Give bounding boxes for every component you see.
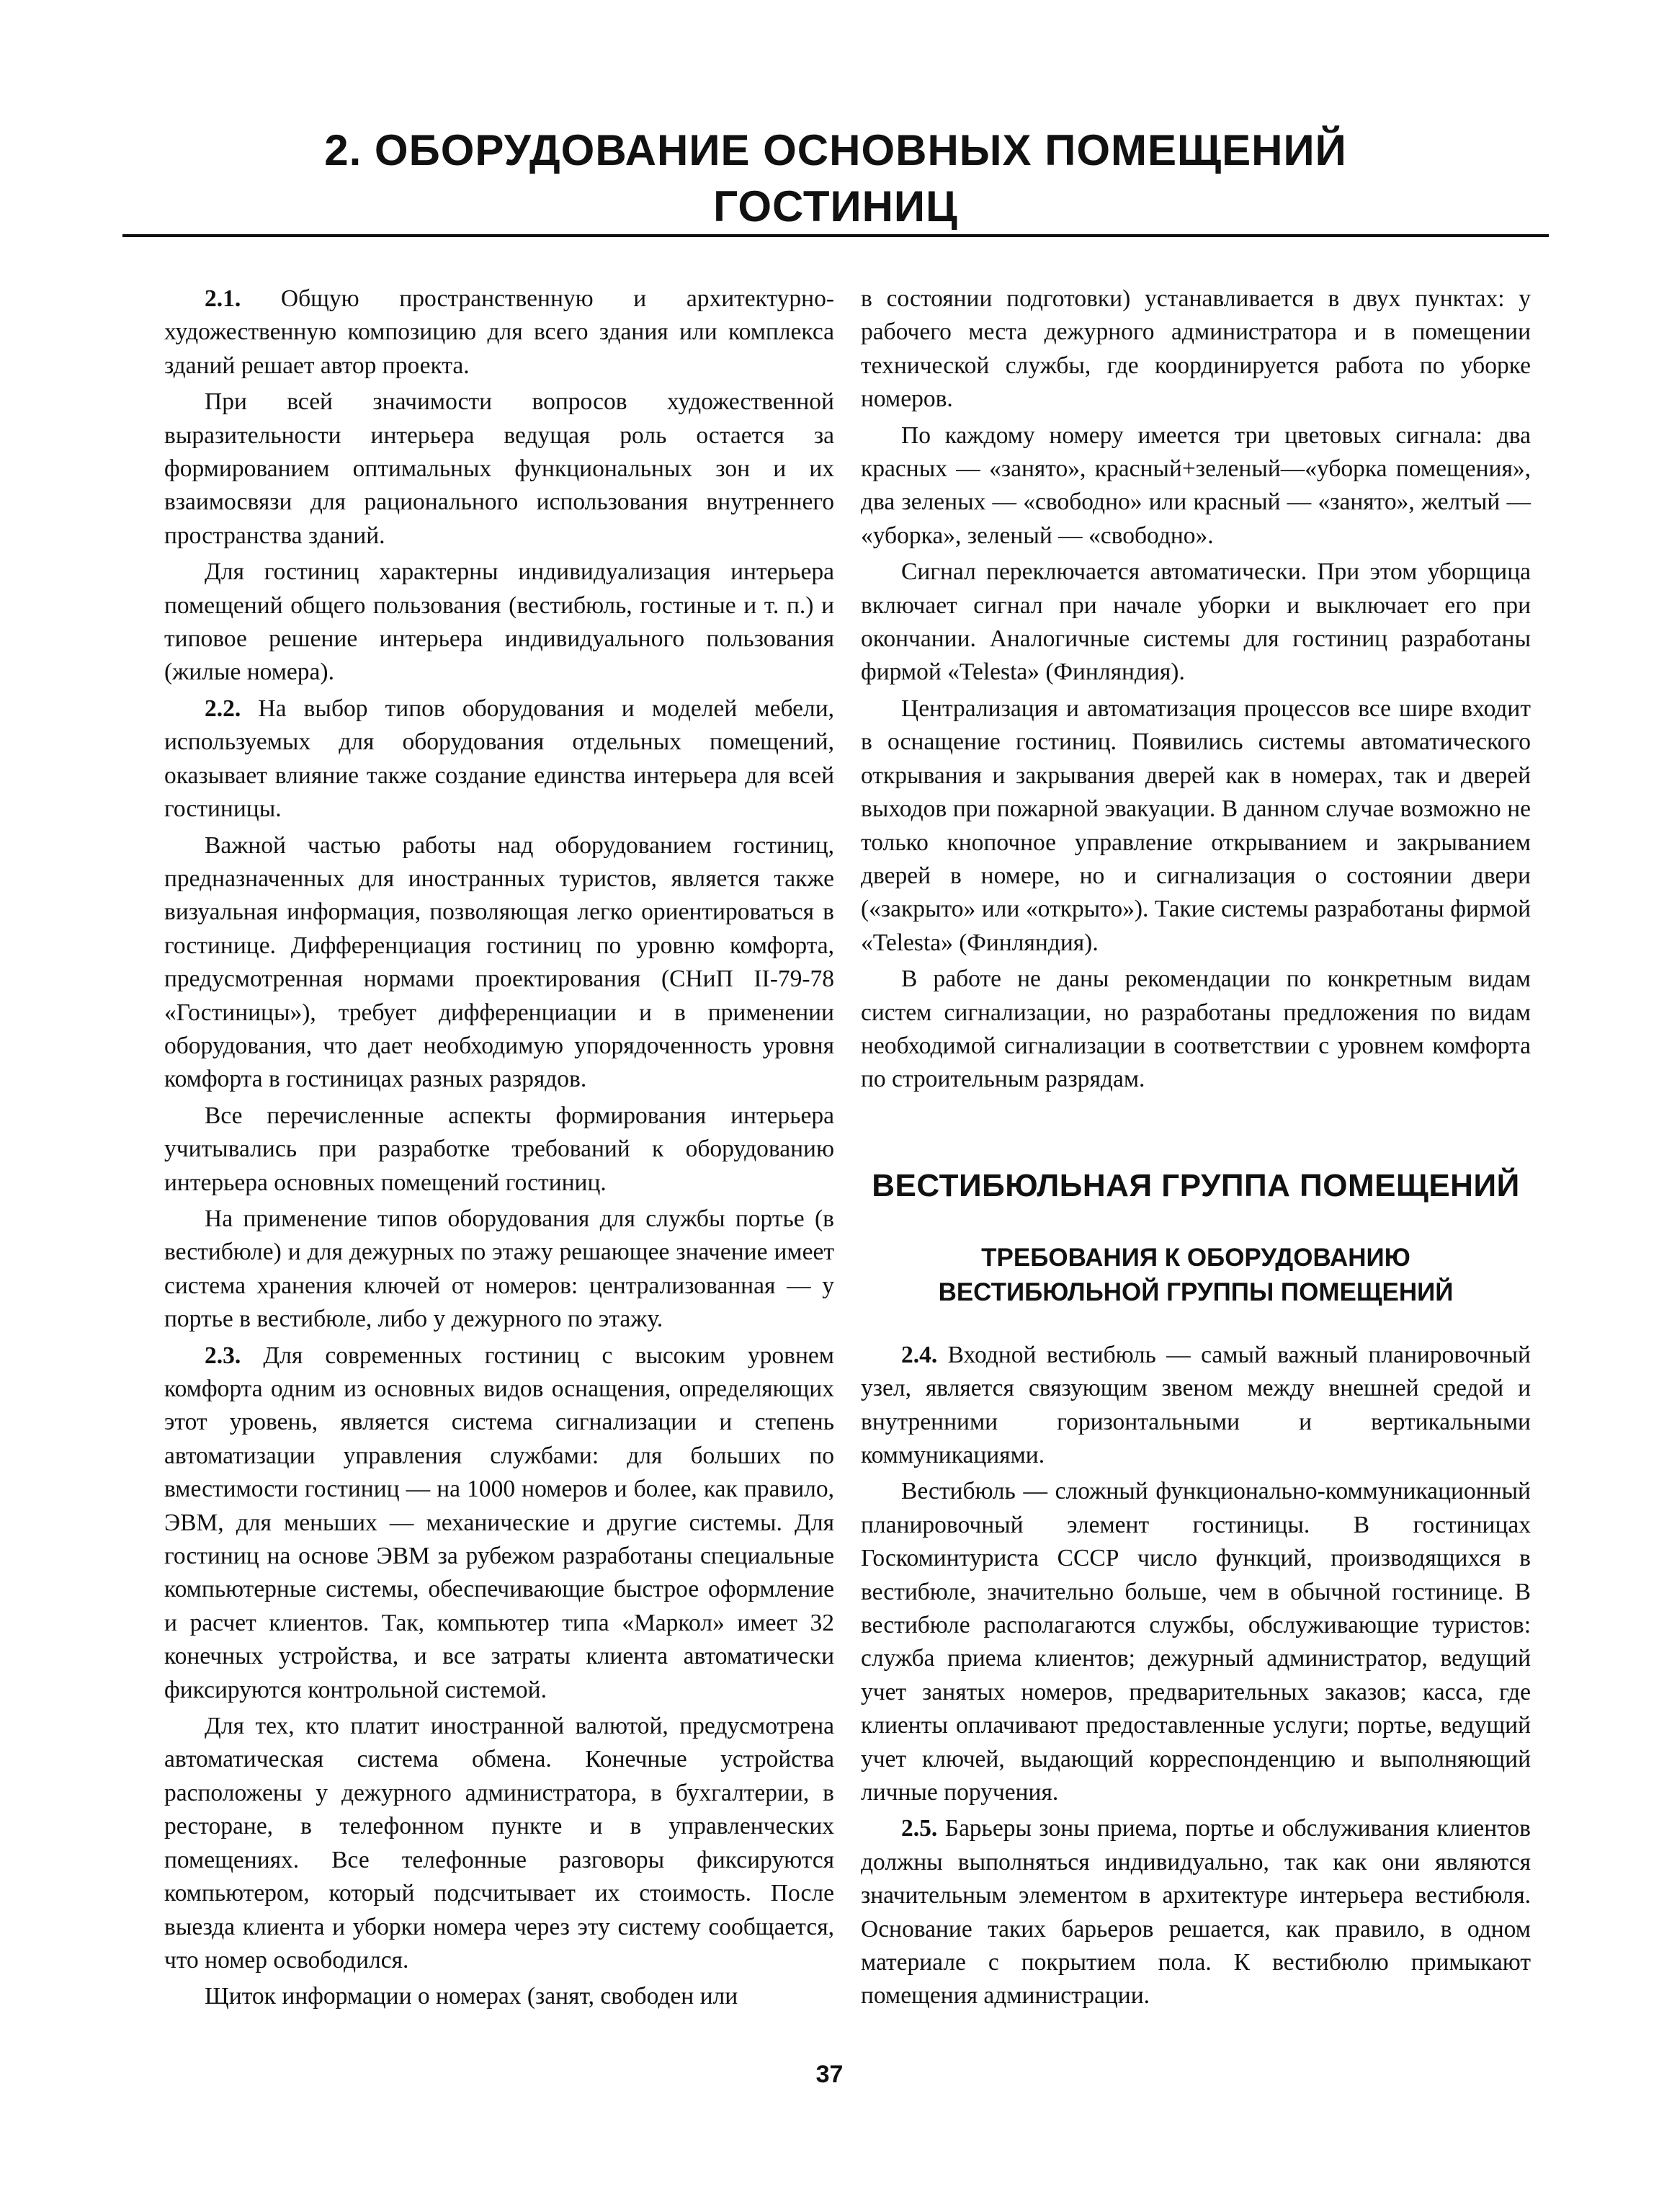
paragraph xyxy=(164,1339,834,1707)
page-title-line-2: ГОСТИНИЦ xyxy=(713,182,958,231)
paragraph: Важной частью работы над оборудованием гостиниц, предназначенных для иностранных туристов, является также визуальная информация, позволяющая легко ориентироваться в гостинице. Дифференциация гостиниц по уровню комфорта, предусмотренная нормами проектирования (СНиП II-79-78 «Гостиницы»), требует дифференциации и в применении оборудования, что дает необходимую упорядоченность уровня комфорта в гостиницах разных разрядов. xyxy=(164,831,834,1093)
paragraph: Централизация и автоматизация процессов все шире входит в оснащение гостиниц. Появились системы автоматического открывания и закрывания дверей как в номерах, так и дверей выходов при пожарной эвакуации. В данном случае возможно не только кнопочное управление открыванием и закрыванием дверей в номере, но и сигнализация о состоянии двери («закрыто» или «открыто»). Такие системы разработаны фирмой «Telesta» (Финляндия). xyxy=(861,695,1531,956)
paragraph-text: Барьеры зоны приема, портье и обслуживания клиентов должны выполняться индивидуально, так как они являются значительным элементом в архитектуре интерьера вестибюля. Основание таких барьеров решается, как правило, в одном материале с покрытием пола. К вестибюлю примыкают помещения администрации. xyxy=(861,1815,1531,2010)
section-number: 2.5. xyxy=(901,1815,938,1842)
paragraph-text: На выбор типов оборудования и моделей мебели, используемых для оборудования отдельных помещений, оказывает влияние также создание единства интерьера для всей гостиницы. xyxy=(164,695,834,823)
paragraph xyxy=(164,282,834,383)
paragraph: Вестибюль — сложный функционально-коммуникационный планировочный элемент гостиницы. В гостиницах Госкоминтуриста СССР число функций, производящихся в вестибюле, значительно больше, чем в обычной гостинице. В вестибюле располагаются службы, обслуживающие туристов: служба приема клиентов; дежурный администратор, ведущий учет занятых номеров, предварительных заказов; касса, где клиенты оплачивают предоставленные услуги; портье, ведущий учет ключей, выдающий корреспонденцию и выполняющий личные поручения. xyxy=(861,1478,1531,1806)
paragraph-text: Для современных гостиниц с высоким уровнем комфорта одним из основных видов оснащения, определяющих этот уровень, является система сигнализации и степень автоматизации управления службами: для больших по вместимости гостиниц — на 1000 номеров и более, как правило, ЭВМ, для меньших — механические и другие системы. Для гостиниц на основе ЭВМ за рубежом разработаны специальные компьютерные системы, обеспечивающие быстрое оформление и расчет клиентов. Так, компьютер типа «Маркол» имеет 32 конечных устройства, и все затраты клиента автоматически фиксируются контрольной системой. xyxy=(164,1342,834,1703)
subsection-heading-line-2: ВЕСТИБЮЛЬНОЙ ГРУППЫ ПОМЕЩЕНИЙ xyxy=(938,1277,1454,1306)
paragraph: Для тех, кто платит иностранной валютой, предусмотрена автоматическая система обмена. Конечные устройства расположены у дежурного администратора, в бухгалтерии, в ресторане, в телефонном пункте и в управленческих помещениях. Все телефонные разговоры фиксируются компьютером, который подсчитывает их стоимость. После выезда клиента и уборки номера через эту систему сообщается, что номер освободился. xyxy=(164,1713,834,1974)
paragraph xyxy=(164,692,834,826)
paragraph: Щиток информации о номерах (занят, свободен или xyxy=(205,1983,738,2010)
right-column xyxy=(861,282,1531,2016)
section-number: 2.2. xyxy=(205,695,241,722)
paragraph: Все перечисленные аспекты формирования интерьера учитывались при разработке требований к оборудованию интерьера основных помещений гостиниц. xyxy=(164,1102,834,1196)
section-heading: ВЕСТИБЮЛЬНАЯ ГРУППА ПОМЕЩЕНИЙ xyxy=(872,1167,1520,1203)
subsection-heading xyxy=(861,1241,1531,1310)
paragraph: По каждому номеру имеется три цветовых сигнала: два красных — «занято», красный+зеленый—«уборка помещения», два зеленых — «свободно» или красный — «занято», желтый — «уборка», зеленый — «свободно». xyxy=(861,422,1531,549)
paragraph-text: Общую пространственную и архитектурно-художественную композицию для всего здания или комплекса зданий решает автор проекта. xyxy=(164,285,834,379)
subsection-heading-line-1: ТРЕБОВАНИЯ К ОБОРУДОВАНИЮ xyxy=(981,1243,1410,1272)
paragraph: в состоянии подготовки) устанавливается в двух пунктах: у рабочего места дежурного администратора и в помещении технической службы, где координируется работа по уборке номеров. xyxy=(861,285,1531,413)
left-column xyxy=(164,282,834,2017)
paragraph: Для гостиниц характерны индивидуализация интерьера помещений общего пользования (вестибюль, гостиные и т. п.) и типовое решение интерьера индивидуального пользования (жилые номера). xyxy=(164,558,834,686)
section-number: 2.4. xyxy=(901,1341,938,1368)
section-number: 2.3. xyxy=(205,1342,241,1369)
paragraph xyxy=(861,1812,1531,2012)
paragraph: На применение типов оборудования для службы портье (в вестибюле) и для дежурных по этажу решающее значение имеет система хранения ключей от номеров: централизованная — у портье в вестибюле, либо у дежурного по этажу. xyxy=(164,1205,834,1333)
page-number: 37 xyxy=(815,2061,844,2088)
page-title xyxy=(122,122,1549,235)
page-title-line-1: 2. ОБОРУДОВАНИЕ ОСНОВНЫХ ПОМЕЩЕНИЙ xyxy=(324,126,1347,174)
paragraph-text: Входной вестибюль — самый важный планировочный узел, является связующим звеном между внешней средой и внутренними горизонтальными и вертикальными коммуникациями. xyxy=(861,1341,1531,1468)
paragraph xyxy=(861,1339,1531,1473)
paragraph: Сигнал переключается автоматически. При этом уборщица включает сигнал при начале уборки и выключает его при окончании. Аналогичные системы для гостиниц разработаны фирмой «Telesta» (Финляндия). xyxy=(861,558,1531,686)
title-divider xyxy=(122,234,1549,237)
paragraph: При всей значимости вопросов художественной выразительности интерьера ведущая роль остается за формированием оптимальных функциональных зон и их взаимосвязи для рационального использования внутреннего пространства зданий. xyxy=(164,388,834,549)
section-number: 2.1. xyxy=(205,285,241,312)
paragraph: В работе не даны рекомендации по конкретным видам систем сигнализации, но разработаны предложения по видам необходимой сигнализации в соответствии с уровнем комфорта по строительным разрядам. xyxy=(861,965,1531,1093)
